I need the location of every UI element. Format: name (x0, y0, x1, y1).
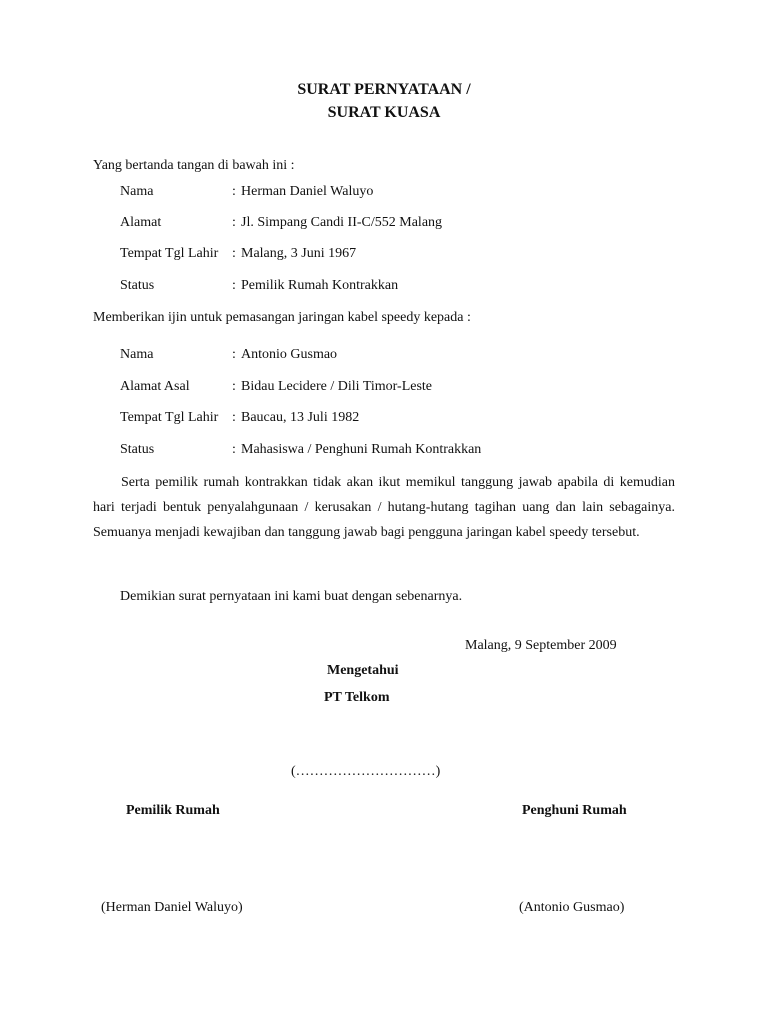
place-date: Malang, 9 September 2009 (465, 638, 617, 653)
field-separator: : (232, 184, 236, 199)
document-title-line2: SURAT KUASA (327, 104, 441, 121)
field-value: Jl. Simpang Candi II-C/552 Malang (241, 215, 443, 230)
field-value: Herman Daniel Waluyo (241, 184, 374, 199)
intro-line: Yang bertanda tangan di bawah ini : (93, 158, 295, 173)
field-separator: : (232, 215, 236, 230)
field-separator: : (232, 379, 236, 394)
field-label: Alamat Asal (120, 379, 190, 394)
field-value: Baucau, 13 Juli 1982 (241, 410, 360, 425)
acknowledge-org: PT Telkom (324, 690, 390, 705)
field-value: Bidau Lecidere / Dili Timor-Leste (241, 379, 433, 394)
field-separator: : (232, 347, 236, 362)
owner-signatory-title: Pemilik Rumah (126, 803, 220, 818)
field-label: Status (120, 442, 155, 457)
field-value: Mahasiswa / Penghuni Rumah Kontrakkan (241, 442, 482, 457)
liability-paragraph: Serta pemilik rumah kontrakkan tidak akan ikut memikul tanggung jawab apabila di kemudian hari terjadi bentuk penyalahgunaan / kerusakan / hutang-hutang tagihan uang dan lain sebagainya. Semuanya menjadi kewajiban dan tanggung jawab bagi pengguna jaringan kabel speedy tersebut. (93, 475, 675, 540)
owner-signatory-name: (Herman Daniel Waluyo) (101, 900, 243, 915)
tenant-signatory-title: Penghuni Rumah (522, 803, 627, 818)
field-label: Tempat Tgl Lahir (120, 246, 219, 261)
acknowledge-signature-line: (…………………………) (291, 764, 441, 779)
field-label: Status (120, 278, 155, 293)
field-label: Tempat Tgl Lahir (120, 410, 219, 425)
acknowledge-label: Mengetahui (327, 663, 399, 678)
field-value: Malang, 3 Juni 1967 (241, 246, 357, 261)
field-value: Antonio Gusmao (241, 347, 338, 362)
tenant-signatory-name: (Antonio Gusmao) (519, 900, 625, 915)
closing-statement: Demikian surat pernyataan ini kami buat dengan sebenarnya. (120, 589, 463, 604)
document-title-line1: SURAT PERNYATAAN / (297, 81, 471, 98)
field-value: Pemilik Rumah Kontrakkan (241, 278, 399, 293)
field-label: Nama (120, 184, 154, 199)
field-separator: : (232, 442, 236, 457)
field-separator: : (232, 246, 236, 261)
field-separator: : (232, 278, 236, 293)
field-label: Alamat (120, 215, 162, 230)
field-label: Nama (120, 347, 154, 362)
field-separator: : (232, 410, 236, 425)
grant-line: Memberikan ijin untuk pemasangan jaringan kabel speedy kepada : (93, 310, 471, 325)
